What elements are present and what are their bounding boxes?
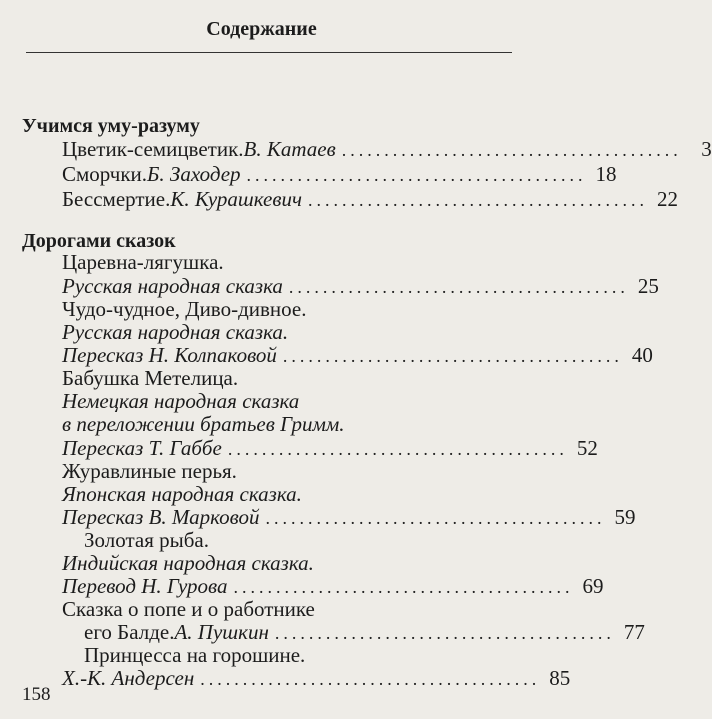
- title-divider: [26, 52, 512, 53]
- dot-leader: ........................................: [246, 165, 587, 185]
- section-heading: Учимся уму-разуму: [22, 115, 200, 137]
- entry-reteller: Перевод Н. Гурова: [62, 574, 228, 598]
- dot-leader: ........................................: [200, 669, 541, 689]
- toc-entry-author[interactable]: [62, 666, 571, 692]
- dot-leader: ........................................: [341, 140, 682, 160]
- entry-page: 85: [549, 666, 571, 690]
- entry-page: 25: [637, 274, 659, 298]
- entry-source: Индийская народная сказка.: [62, 551, 314, 575]
- entry-author: А. Пушкин: [174, 620, 269, 644]
- dot-leader: ........................................: [265, 508, 606, 528]
- dot-leader: ........................................: [274, 623, 615, 643]
- entry-title: Сморчки.: [62, 162, 148, 186]
- entry-page: 3: [701, 137, 712, 161]
- entry-title: Бабушка Метелица.: [62, 366, 239, 390]
- entry-title-continued: его Балде.: [84, 620, 175, 644]
- entry-page: 59: [614, 505, 636, 529]
- entry-reteller: Пересказ Т. Габбе: [62, 436, 222, 460]
- toc-entry-title[interactable]: [62, 250, 502, 276]
- toc-entry[interactable]: [62, 137, 712, 163]
- dot-leader: ........................................: [308, 190, 649, 210]
- dot-leader: ........................................: [288, 277, 629, 297]
- dot-leader: ........................................: [282, 346, 623, 366]
- entry-page: 77: [623, 620, 645, 644]
- entry-title: Золотая рыба.: [84, 528, 209, 552]
- entry-title: Сказка о попе и о работнике: [62, 597, 315, 621]
- entry-title: Бессмертие.: [62, 187, 171, 211]
- entry-source: Немецкая народная сказка: [62, 389, 300, 413]
- entry-author: Х.-К. Андерсен: [62, 666, 195, 690]
- entry-author: В. Катаев: [243, 137, 336, 161]
- dot-leader: ........................................: [227, 439, 568, 459]
- page-title: Содержание: [206, 18, 317, 40]
- toc-entry-source: [62, 412, 502, 438]
- page-number: 158: [22, 684, 51, 705]
- entry-source: Русская народная сказка: [62, 274, 283, 298]
- entry-page: 40: [631, 343, 653, 367]
- entry-title: Принцесса на горошине.: [84, 643, 306, 667]
- entry-title: Чудо-чудное, Диво-дивное.: [62, 297, 307, 321]
- entry-source-translation: в переложении братьев Гримм.: [62, 412, 345, 436]
- entry-title: Цветик-семицветик.: [62, 137, 244, 161]
- entry-page: 18: [595, 162, 617, 186]
- entry-reteller: Пересказ Н. Колпаковой: [62, 343, 277, 367]
- section-heading: Дорогами сказок: [22, 230, 176, 252]
- entry-author: Б. Заходер: [147, 162, 241, 186]
- entry-author: К. Курашкевич: [170, 187, 303, 211]
- dot-leader: ........................................: [233, 577, 574, 597]
- entry-title: Царевна-лягушка.: [62, 250, 224, 274]
- entry-title: Журавлиные перья.: [62, 459, 237, 483]
- entry-source: Японская народная сказка.: [62, 482, 302, 506]
- entry-page: 69: [582, 574, 604, 598]
- entry-reteller: Пересказ В. Марковой: [62, 505, 260, 529]
- entry-page: 22: [657, 187, 679, 211]
- entry-page: 52: [576, 436, 598, 460]
- toc-entry[interactable]: [62, 162, 617, 188]
- entry-source: Русская народная сказка.: [62, 320, 289, 344]
- toc-entry[interactable]: [62, 187, 679, 213]
